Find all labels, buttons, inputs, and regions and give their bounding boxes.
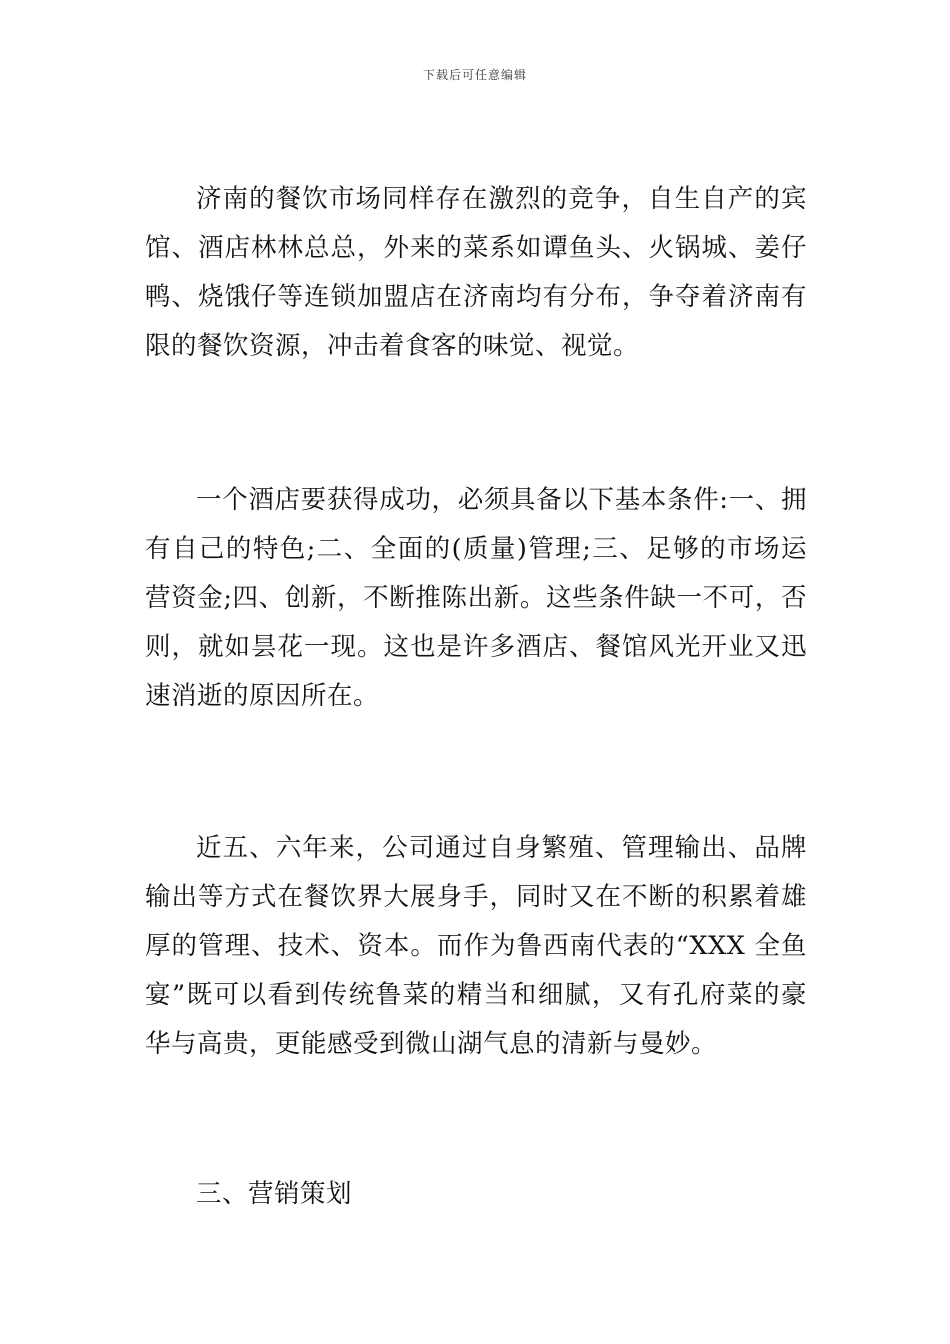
paragraph-success-conditions: 一个酒店要获得成功，必须具备以下基本条件:一、拥有自己的特色;二、全面的(质量)管理;三、足够的市场运营资金;四、创新，不断推陈出新。这些条件缺一不可，否则，就如昙花一现。这也是许多酒店、餐馆风光开业又迅速消逝的原因所在。 [145,485,807,711]
header-note: 下载后可任意编辑 [422,68,527,82]
paragraph-market-competition: 济南的餐饮市场同样存在激烈的竞争，自生自产的宾馆、酒店林林总总，外来的菜系如谭鱼头、火锅城、姜仔鸭、烧饿仔等连锁加盟店在济南均有分布，争夺着济南有限的餐饮资源，冲击着食客的味觉、视觉。 [145,184,807,361]
section-heading-marketing: 三、营销策划 [196,1179,353,1209]
paragraph-company-development: 近五、六年来，公司通过自身繁殖、管理输出、品牌输出等方式在餐饮界大展身手，同时又在不断的积累着雄厚的管理、技术、资本。而作为鲁西南代表的“XXX 全鱼宴”既可以看到传统鲁菜的精当和细腻，又有孔府菜的豪华与高贵，更能感受到微山湖气息的清新与曼妙。 [145,833,807,1059]
